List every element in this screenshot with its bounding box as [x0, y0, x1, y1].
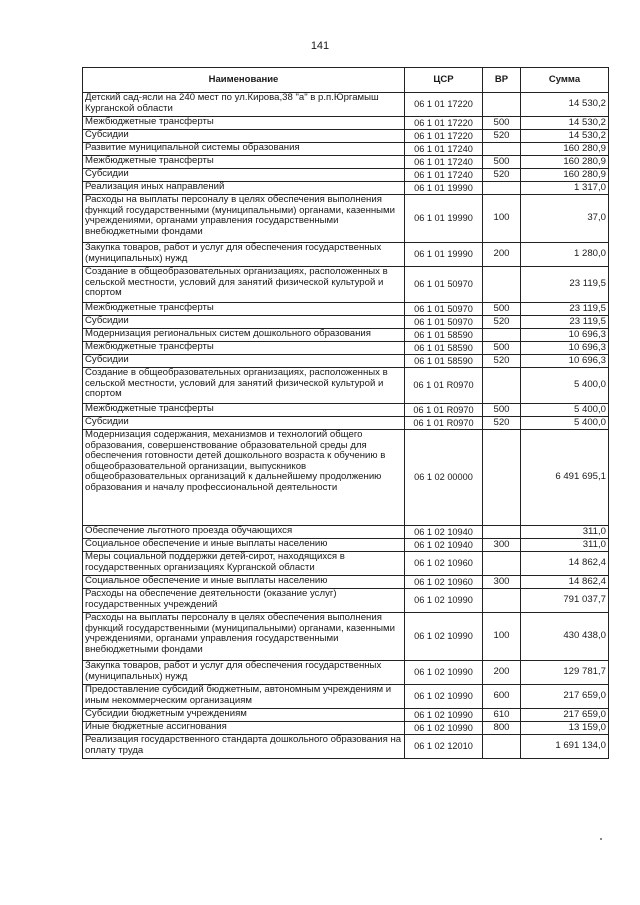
table-body	[83, 93, 609, 759]
row-name: Предоставление субсидий бюджетным, автономным учреждениям и иным некоммерческим организациям	[83, 685, 405, 709]
row-vr: 610	[483, 709, 521, 722]
table-header-row	[83, 68, 609, 93]
row-vr: 100	[483, 613, 521, 661]
row-vr: 100	[483, 195, 521, 243]
row-name: Субсидии бюджетным учреждениям	[83, 709, 405, 722]
row-sum: 6 491 695,1	[521, 430, 609, 526]
table-row	[83, 430, 609, 526]
row-vr	[483, 267, 521, 303]
table-row	[83, 243, 609, 267]
row-csr: 06 1 01 19990	[405, 243, 483, 267]
row-name: Межбюджетные трансферты	[83, 303, 405, 316]
row-name: Модернизация содержания, механизмов и технологий общего образования, совершенствование образовательной среды для обеспечения готовности детей дошкольного возраста к обучению в общеобразовательной организации, выпускников общеобразовательных организаций к дальнейшему продолжению образования и началу профессиональной деятельности	[83, 430, 405, 526]
row-sum: 160 280,9	[521, 143, 609, 156]
row-name: Создание в общеобразовательных организациях, расположенных в сельской местности, условий для занятий физической культурой и спортом	[83, 267, 405, 303]
row-vr	[483, 430, 521, 526]
header-name: Наименование	[83, 68, 405, 93]
row-name: Детский сад-ясли на 240 мест по ул.Кирова,38 "а" в р.п.Юргамыш Курганской области	[83, 93, 405, 117]
row-name: Создание в общеобразовательных организациях, расположенных в сельской местности, условий для занятий физической культурой и спортом	[83, 368, 405, 404]
row-csr: 06 1 01 50970	[405, 316, 483, 329]
row-sum: 23 119,5	[521, 303, 609, 316]
row-sum: 311,0	[521, 539, 609, 552]
row-csr: 06 1 01 17240	[405, 143, 483, 156]
row-name: Расходы на выплаты персоналу в целях обеспечения выполнения функций государственными (муниципальными) органами, казенными учреждениями, органами управления государственными внебюджетными фондами	[83, 195, 405, 243]
row-vr: 500	[483, 342, 521, 355]
table-row	[83, 267, 609, 303]
row-csr: 06 1 02 00000	[405, 430, 483, 526]
page-number: 141	[310, 40, 330, 52]
row-name: Субсидии	[83, 417, 405, 430]
row-vr	[483, 368, 521, 404]
row-name: Социальное обеспечение и иные выплаты населению	[83, 576, 405, 589]
row-name: Социальное обеспечение и иные выплаты населению	[83, 539, 405, 552]
row-sum: 14 862,4	[521, 552, 609, 576]
row-vr: 520	[483, 316, 521, 329]
row-vr	[483, 735, 521, 759]
table-row	[83, 169, 609, 182]
row-sum: 791 037,7	[521, 589, 609, 613]
row-csr: 06 1 01 19990	[405, 182, 483, 195]
row-sum: 14 530,2	[521, 117, 609, 130]
row-vr: 300	[483, 576, 521, 589]
row-csr: 06 1 01 19990	[405, 195, 483, 243]
row-csr: 06 1 02 12010	[405, 735, 483, 759]
row-vr: 600	[483, 685, 521, 709]
row-name: Субсидии	[83, 130, 405, 143]
table-row	[83, 613, 609, 661]
row-name: Субсидии	[83, 355, 405, 368]
row-name: Реализация иных направлений	[83, 182, 405, 195]
row-name: Закупка товаров, работ и услуг для обеспечения государственных (муниципальных) нужд	[83, 661, 405, 685]
header-csr: ЦСР	[405, 68, 483, 93]
row-vr: 500	[483, 117, 521, 130]
table-row	[83, 303, 609, 316]
table-row	[83, 355, 609, 368]
row-csr: 06 1 02 10990	[405, 613, 483, 661]
row-sum: 13 159,0	[521, 722, 609, 735]
row-sum: 430 438,0	[521, 613, 609, 661]
row-name: Межбюджетные трансферты	[83, 404, 405, 417]
row-sum: 10 696,3	[521, 329, 609, 342]
table-row	[83, 195, 609, 243]
row-sum: 1 317,0	[521, 182, 609, 195]
row-vr: 520	[483, 417, 521, 430]
budget-table	[82, 67, 609, 759]
row-csr: 06 1 01 17240	[405, 169, 483, 182]
table-row	[83, 156, 609, 169]
row-csr: 06 1 02 10990	[405, 709, 483, 722]
row-vr	[483, 526, 521, 539]
row-name: Межбюджетные трансферты	[83, 342, 405, 355]
row-vr	[483, 143, 521, 156]
row-vr: 520	[483, 130, 521, 143]
table-row	[83, 661, 609, 685]
row-sum: 10 696,3	[521, 342, 609, 355]
table-row	[83, 368, 609, 404]
row-sum: 1 691 134,0	[521, 735, 609, 759]
table-row	[83, 404, 609, 417]
row-name: Модернизация региональных систем дошкольного образования	[83, 329, 405, 342]
table-row	[83, 329, 609, 342]
row-csr: 06 1 01 R0970	[405, 368, 483, 404]
table-row	[83, 589, 609, 613]
row-name: Обеспечение льготного проезда обучающихся	[83, 526, 405, 539]
row-csr: 06 1 01 17220	[405, 117, 483, 130]
row-name: Иные бюджетные ассигнования	[83, 722, 405, 735]
row-csr: 06 1 02 10940	[405, 526, 483, 539]
row-vr: 500	[483, 404, 521, 417]
row-sum: 37,0	[521, 195, 609, 243]
row-csr: 06 1 02 10960	[405, 552, 483, 576]
row-name: Закупка товаров, работ и услуг для обеспечения государственных (муниципальных) нужд	[83, 243, 405, 267]
header-sum: Сумма	[521, 68, 609, 93]
table-row	[83, 143, 609, 156]
row-vr: 520	[483, 355, 521, 368]
row-sum: 5 400,0	[521, 404, 609, 417]
row-sum: 5 400,0	[521, 368, 609, 404]
scan-speck	[600, 838, 602, 840]
row-name: Субсидии	[83, 169, 405, 182]
row-vr	[483, 589, 521, 613]
row-vr: 500	[483, 303, 521, 316]
row-csr: 06 1 01 58590	[405, 355, 483, 368]
row-csr: 06 1 02 10990	[405, 722, 483, 735]
row-sum: 23 119,5	[521, 316, 609, 329]
row-csr: 06 1 01 50970	[405, 303, 483, 316]
row-name: Реализация государственного стандарта дошкольного образования на оплату труда	[83, 735, 405, 759]
row-csr: 06 1 01 58590	[405, 342, 483, 355]
row-csr: 06 1 02 10940	[405, 539, 483, 552]
row-vr: 520	[483, 169, 521, 182]
row-vr: 800	[483, 722, 521, 735]
row-csr: 06 1 02 10990	[405, 685, 483, 709]
row-csr: 06 1 01 R0970	[405, 404, 483, 417]
table-row	[83, 722, 609, 735]
row-vr	[483, 329, 521, 342]
table-row	[83, 709, 609, 722]
row-sum: 217 659,0	[521, 709, 609, 722]
row-csr: 06 1 02 10990	[405, 661, 483, 685]
row-vr: 200	[483, 661, 521, 685]
table-row	[83, 552, 609, 576]
table-row	[83, 182, 609, 195]
row-csr: 06 1 02 10990	[405, 589, 483, 613]
row-name: Расходы на выплаты персоналу в целях обеспечения выполнения функций государственными (муниципальными) органами, казенными учреждениями, органами управления государственными внебюджетными фондами	[83, 613, 405, 661]
table-row	[83, 130, 609, 143]
row-sum: 14 530,2	[521, 130, 609, 143]
row-sum: 160 280,9	[521, 169, 609, 182]
row-vr: 300	[483, 539, 521, 552]
row-sum: 160 280,9	[521, 156, 609, 169]
table-row	[83, 685, 609, 709]
table-row	[83, 342, 609, 355]
row-sum: 1 280,0	[521, 243, 609, 267]
row-name: Расходы на обеспечение деятельности (оказание услуг) государственных учреждений	[83, 589, 405, 613]
row-name: Развитие муниципальной системы образования	[83, 143, 405, 156]
header-vr: ВР	[483, 68, 521, 93]
row-sum: 10 696,3	[521, 355, 609, 368]
row-vr: 500	[483, 156, 521, 169]
row-sum: 311,0	[521, 526, 609, 539]
row-csr: 06 1 01 58590	[405, 329, 483, 342]
table-row	[83, 576, 609, 589]
table-row	[83, 93, 609, 117]
row-name: Межбюджетные трансферты	[83, 156, 405, 169]
row-sum: 14 530,2	[521, 93, 609, 117]
row-vr	[483, 182, 521, 195]
row-sum: 217 659,0	[521, 685, 609, 709]
row-csr: 06 1 01 R0970	[405, 417, 483, 430]
table-row	[83, 417, 609, 430]
row-sum: 23 119,5	[521, 267, 609, 303]
table-row	[83, 117, 609, 130]
table-row	[83, 735, 609, 759]
row-csr: 06 1 01 17220	[405, 93, 483, 117]
row-vr: 200	[483, 243, 521, 267]
row-csr: 06 1 01 50970	[405, 267, 483, 303]
row-name: Субсидии	[83, 316, 405, 329]
row-sum: 14 862,4	[521, 576, 609, 589]
row-sum: 5 400,0	[521, 417, 609, 430]
row-csr: 06 1 01 17220	[405, 130, 483, 143]
row-csr: 06 1 02 10960	[405, 576, 483, 589]
row-csr: 06 1 01 17240	[405, 156, 483, 169]
row-vr	[483, 93, 521, 117]
row-name: Межбюджетные трансферты	[83, 117, 405, 130]
table-row	[83, 539, 609, 552]
row-vr	[483, 552, 521, 576]
table-row	[83, 526, 609, 539]
row-name: Меры социальной поддержки детей-сирот, находящихся в государственных организациях Курганской области	[83, 552, 405, 576]
table-row	[83, 316, 609, 329]
row-sum: 129 781,7	[521, 661, 609, 685]
